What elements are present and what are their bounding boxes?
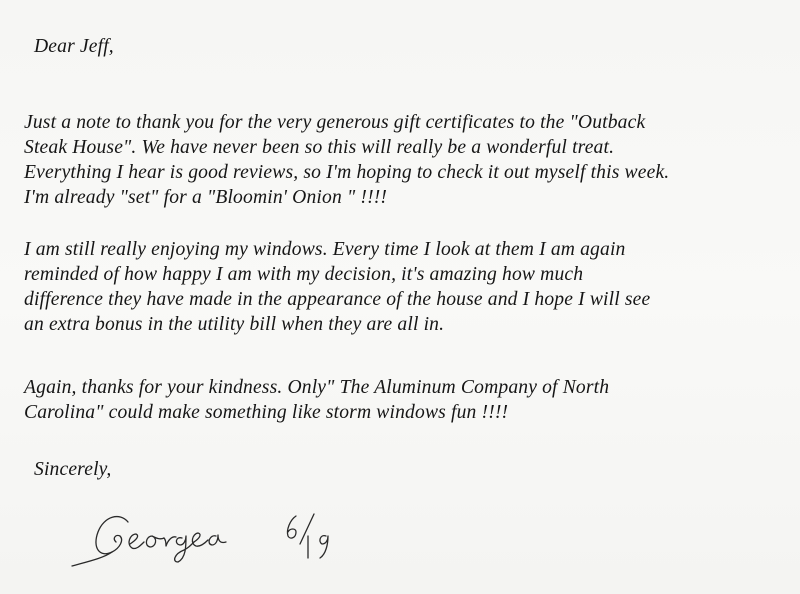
paragraph-line: Steak House". We have never been so this will really be a wonderful treat.: [24, 137, 615, 158]
paragraph-line: I am still really enjoying my windows. Every time I look at them I am again: [24, 239, 626, 260]
paragraph-line: difference they have made in the appearance of the house and I hope I will see: [24, 289, 651, 310]
paragraph-line: Again, thanks for your kindness. Only" The Aluminum Company of North: [24, 377, 610, 398]
handwritten-signature: [70, 500, 370, 580]
salutation: Dear Jeff,: [34, 36, 114, 57]
paragraph-line: Carolina" could make something like storm windows fun !!!!: [24, 402, 509, 423]
paragraph-line: I'm already "set" for a "Bloomin' Onion " !!!!: [24, 187, 388, 208]
paragraph-line: Everything I hear is good reviews, so I'm hoping to check it out myself this week.: [24, 162, 670, 183]
paragraph-line: reminded of how happy I am with my decision, it's amazing how much: [24, 264, 584, 285]
closing: Sincerely,: [34, 459, 112, 480]
signature-drawing: [70, 500, 370, 580]
paragraph-line: Just a note to thank you for the very generous gift certificates to the "Outback: [24, 112, 646, 133]
paragraph-line: an extra bonus in the utility bill when they are all in.: [24, 314, 445, 335]
